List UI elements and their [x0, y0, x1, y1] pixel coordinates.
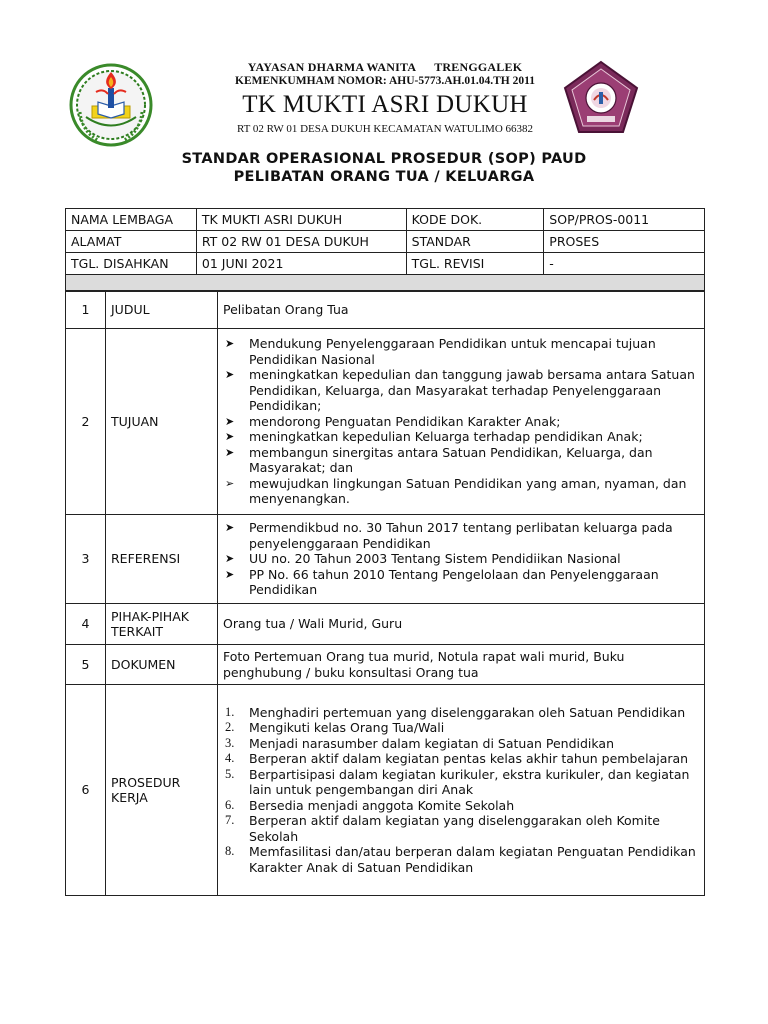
info-value: -	[544, 253, 705, 275]
info-label: STANDAR	[406, 231, 544, 253]
separator-row	[66, 275, 705, 291]
info-row	[66, 253, 705, 275]
row-label: PROSEDUR KERJA	[106, 685, 218, 896]
info-value: SOP/PROS-0011	[544, 209, 705, 231]
separator-cell	[66, 275, 705, 291]
sop-row-dokumen	[66, 645, 705, 685]
arrow-bullet-icon: ➢	[225, 476, 235, 490]
sop-title-line-1: STANDAR OPERASIONAL PROSEDUR (SOP) PAUD	[181, 151, 587, 167]
list-item: ➢ mewujudkan lingkungan Satuan Pendidikan yang aman, nyaman, dan menyenangkan.	[225, 475, 687, 507]
arrow-bullet-icon: ➤	[225, 567, 235, 581]
sop-title-line-2: PELIBATAN ORANG TUA / KELUARGA	[233, 169, 535, 185]
sop-content-table	[65, 291, 705, 896]
info-row	[66, 231, 705, 253]
sop-row-pihak	[66, 604, 705, 645]
letterhead	[0, 0, 768, 145]
list-item: 1. Menghadiri pertemuan yang diselenggarakan oleh Satuan Pendidikan	[225, 704, 686, 720]
info-value: TK MUKTI ASRI DUKUH	[196, 209, 406, 231]
arrow-bullet-icon: ➤	[225, 521, 235, 535]
list-item: ➤ PP No. 66 tahun 2010 Tentang Pengelolaan dan Penyelenggaraan Pendidikan	[225, 566, 659, 598]
row-label: TUJUAN	[106, 329, 218, 515]
row-number: 3	[66, 515, 106, 604]
row-label: PIHAK-PIHAK TERKAIT	[106, 604, 218, 645]
arrow-bullet-icon: ➤	[225, 337, 235, 351]
info-value: PROSES	[544, 231, 705, 253]
kemenkumham-number: KEMENKUMHAM NOMOR: AHU-5773.AH.01.04.TH 2011	[235, 75, 535, 87]
list-item: 3. Menjadi narasumber dalam kegiatan di Satuan Pendidikan	[225, 735, 615, 751]
info-label: ALAMAT	[66, 231, 197, 253]
list-item: 2. Mengikuti kelas Orang Tua/Wali	[225, 720, 445, 736]
row-content	[218, 329, 705, 515]
tujuan-list	[223, 336, 699, 507]
regency-emblem-logo	[563, 60, 639, 136]
arrow-bullet-icon: ➤	[225, 414, 235, 428]
sop-row-referensi	[66, 515, 705, 604]
referensi-list	[223, 520, 699, 598]
info-label: TGL. REVISI	[406, 253, 544, 275]
row-number: 6	[66, 685, 106, 896]
row-number: 1	[66, 292, 106, 329]
row-content: Pelibatan Orang Tua	[218, 292, 705, 329]
arrow-bullet-icon: ➤	[225, 430, 235, 444]
info-label: KODE DOK.	[406, 209, 544, 231]
row-content: Foto Pertemuan Orang tua murid, Notula rapat wali murid, Buku penghubung / buku konsultasi Orang tua	[218, 645, 705, 685]
list-item: 8. Memfasilitasi dan/atau berperan dalam kegiatan Penguatan Pendidikan Karakter Anak di Satuan Pendidikan	[225, 844, 696, 875]
list-item: 5. Berpartisipasi dalam kegiatan kurikuler, ekstra kurikuler, dan kegiatan lain untuk pengembangan diri Anak	[225, 766, 690, 798]
foundation-city: TRENGGALEK	[434, 60, 523, 74]
sop-row-tujuan	[66, 329, 705, 515]
list-item: 4. Berperan aktif dalam kegiatan pentas kelas akhir tahun pembelajaran	[225, 751, 689, 767]
list-item: 6. Bersedia menjadi anggota Komite Sekolah	[225, 797, 515, 813]
row-label: REFERENSI	[106, 515, 218, 604]
row-number: 2	[66, 329, 106, 515]
arrow-bullet-icon: ➤	[225, 445, 235, 459]
dharma-wanita-logo	[68, 62, 154, 148]
info-label: NAMA LEMBAGA	[66, 209, 197, 231]
info-label: TGL. DISAHKAN	[66, 253, 197, 275]
row-number: 4	[66, 604, 106, 645]
sop-row-prosedur	[66, 685, 705, 896]
row-content: Orang tua / Wali Murid, Guru	[218, 604, 705, 645]
info-value: 01 JUNI 2021	[196, 253, 406, 275]
row-content	[218, 685, 705, 896]
list-item: ➤ Permendikbud no. 30 Tahun 2017 tentang perlibatan keluarga pada penyelenggaraan Pendidikan	[225, 520, 673, 551]
list-item: ➤ UU no. 20 Tahun 2003 Tentang Sistem Pendidiikan Nasional	[225, 551, 621, 567]
arrow-bullet-icon: ➤	[225, 552, 235, 566]
prosedur-list	[223, 705, 699, 876]
school-name: TK MUKTI ASRI DUKUH	[242, 91, 528, 118]
row-label: DOKUMEN	[106, 645, 218, 685]
row-content	[218, 515, 705, 604]
document-info-table	[65, 208, 705, 291]
list-item: ➤ meningkatkan kepedulian Keluarga terhadap pendidikan Anak;	[225, 429, 643, 445]
row-number: 5	[66, 645, 106, 685]
list-item: ➤ mendorong Penguatan Pendidikan Karakter Anak;	[225, 413, 561, 429]
row-label: JUDUL	[106, 292, 218, 329]
list-item: ➤ meningkatkan kepedulian dan tanggung jawab bersama antara Satuan Pendidikan, Keluarga, dan Masyarakat terhadap Penyelenggaraan Pendidikan;	[225, 367, 695, 414]
arrow-bullet-icon: ➤	[225, 368, 235, 382]
foundation-name: YAYASAN DHARMA WANITA	[247, 60, 417, 74]
info-row	[66, 209, 705, 231]
foundation-line	[150, 60, 620, 75]
list-item: ➤ Mendukung Penyelenggaraan Pendidikan untuk mencapai tujuan Pendidikan Nasional	[225, 336, 656, 367]
list-item: 7. Berperan aktif dalam kegiatan yang diselenggarakan oleh Komite Sekolah	[225, 813, 660, 844]
info-value: RT 02 RW 01 DESA DUKUH	[196, 231, 406, 253]
school-address: RT 02 RW 01 DESA DUKUH KECAMATAN WATULIMO 66382	[236, 123, 534, 135]
list-item: ➤ membangun sinergitas antara Satuan Pendidikan, Keluarga, dan Masyarakat; dan	[225, 444, 653, 476]
sop-row-judul	[66, 292, 705, 329]
